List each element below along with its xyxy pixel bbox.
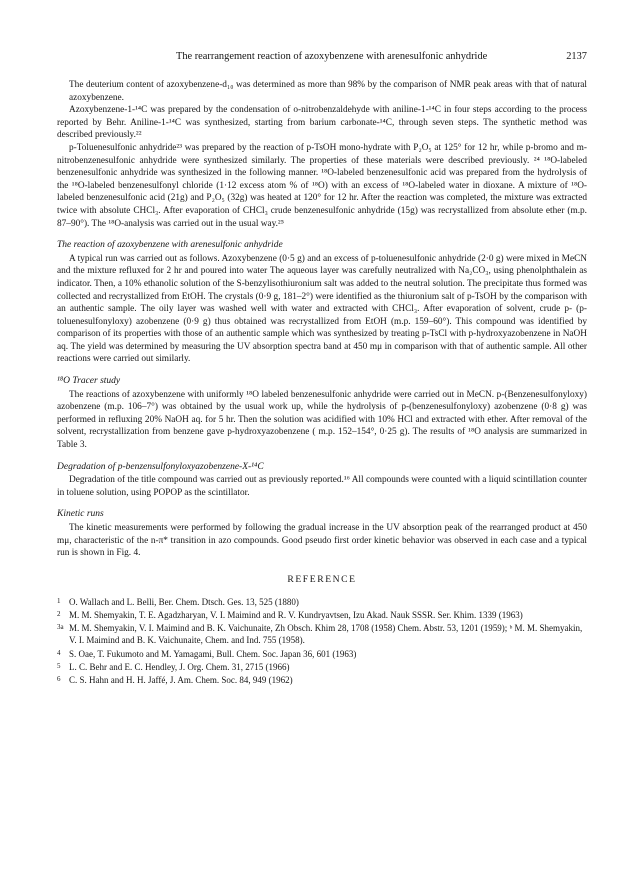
- reference-item: [57, 660, 587, 673]
- reference-number: 1: [57, 596, 61, 605]
- reference-item: [57, 608, 587, 621]
- reference-text: M. M. Shemyakin, V. I. Maimind and B. K. Vaichunaite, Zh Obsch. Khim 28, 1708 (1958) Chem. Abstr. 53, 1201 (1959); ᵇ M. M. Shemyakin, V. I. Maimind and B. K. Vaichunaite, Chem. and Ind. 755 (1958).: [69, 623, 583, 646]
- reference-item: [57, 595, 587, 608]
- reference-item: [57, 647, 587, 660]
- reference-number: 6: [57, 675, 61, 683]
- section: [57, 375, 587, 452]
- journal-page: [57, 50, 587, 686]
- section-heading: Kinetic runs: [57, 509, 104, 520]
- section: [57, 239, 587, 366]
- page-number: 2137: [566, 51, 587, 62]
- intro-paragraph: Azoxybenzene-1-¹⁴C was prepared by the condensation of o-nitrobenzaldehyde with aniline-1-¹⁴C in four steps according to the process reported by Behr. Aniline-1-¹⁴C was synthesized, starting from barium carbonate-¹⁴C, through seven steps. The synthetic method was described previously.²²: [57, 105, 587, 141]
- reference-text: S. Oae, T. Fukumoto and M. Yamagami, Bull. Chem. Soc. Japan 36, 601 (1963): [69, 648, 357, 659]
- reference-item: [57, 673, 587, 686]
- section: [57, 508, 587, 559]
- section-text: A typical run was carried out as follows. Azoxybenzene (0·5 g) and an excess of p-toluenesulfonic anhydride (2·0 g) were mixed in MeCN and the mixture refluxed for 2 hr and poured into water The aqueous layer was carefully neutralized with Na₂CO₃, using phenolphthalein as indicator. Then, a 10% ethanolic solution of the S-benzylisothiuronium salt was added to the neutral solution. The precipitate thus formed was collected and recrystallized from EtOH. The crystals (0·9 g, 181–2°) were identified as the thiuronium salt of p-TsOH by the comparison with an authentic sample. The oily layer was washed well with water and extracted with CHCl₃. After evaporation of solvent, crude p- (p-toluenesulfonyloxy) azobenzene (0·9 g) thus obtained was recrystallized from EtOH (m.p. 159–60°). This compound was identified by comparison of its properties with those of an authentic sample which was synthesized by treating p-TsCl with p-hydroxyazobenzene in NaOH aq. The yield was determined by measuring the UV absorption spectra band at 450 mμ in comparison with that of authentic sample. All other reactions were carried out similarly.: [57, 253, 587, 365]
- intro-paragraph: p-Toluenesulfonic anhydride²³ was prepared by the reaction of p-TsOH mono-hydrate with P₂O₅ at 125° for 12 hr, while p-bromo and m-nitrobenzenesulfonic anhydride were synthesized similarly. The properties of these materials were described previously. ²⁴ ¹⁸O-labeled benzenesulfonic anhydride was synthesized in the following manner. ¹⁸O-labeled benzenesulfonic acid was prepared from the hydrolysis of the ¹⁸O-labeled benzenesulfonyl chloride (1·12 excess atom % of ¹⁸O) with an excess of ¹⁸O-labeled water in dioxane. A mixture of ¹⁸O-labeled benzenesulfonic acid (21g) and P₂O₅ (32g) was heated at 120° for 12 hr. After the reaction was completed, the mixture was extracted twice with absolute CHCl₃. After evaporation of CHCl₃ crude benzenesulfonic anhydride (15g) was recrystallized from absolute ether (m.p. 87–90°). The ¹⁸O-analysis was carried out in the usual way.²⁵: [57, 142, 587, 229]
- section-text: Degradation of the title compound was carried out as previously reported.¹⁶ All compounds were counted with a liquid scintillation counter in toluene solution, using POPOP as the scintillator.: [57, 475, 587, 498]
- reference-text: O. Wallach and L. Belli, Ber. Chem. Dtsch. Ges. 13, 525 (1880): [69, 596, 299, 607]
- reference-text: M. M. Shemyakin, T. E. Agadzharyan, V. I. Maimind and R. V. Kundryavtsen, Izu Akad. Nauk SSSR. Ser. Khim. 1339 (1963): [69, 609, 523, 620]
- references-heading: REFERENCE: [287, 573, 357, 585]
- reference-number: 4: [57, 648, 61, 657]
- section-text: The kinetic measurements were performed by following the gradual increase in the UV absorption peak of the rearranged product at 450 mμ, characteristic of the n-π* transition in azo compounds. Good pseudo first order kinetic behavior was observed in each case and a typical run is shown in Fig. 4.: [57, 523, 587, 559]
- section: [57, 461, 587, 500]
- reference-number: 3a: [57, 623, 64, 632]
- intro-paragraph: The deuterium content of azoxybenzene-d₁₀ was determined as more than 98% by the comparison of NMR peak areas with that of natural azoxybenzene.: [69, 80, 587, 103]
- running-header: [57, 50, 587, 63]
- section-heading: ¹⁸O Tracer study: [57, 376, 121, 387]
- reference-list: [57, 595, 587, 686]
- reference-text: L. C. Behr and E. C. Hendley, J. Org. Chem. 31, 2715 (1966): [69, 661, 290, 672]
- reference-number: 5: [57, 661, 61, 670]
- section-heading: Degradation of p-benzensulfonyloxyazobenzene-X-¹⁴C: [57, 461, 264, 472]
- running-title: The rearrangement reaction of azoxybenzene with arenesulfonic anhydride: [175, 51, 488, 62]
- intro-block: [57, 79, 587, 230]
- reference-text: C. S. Hahn and H. H. Jaffé, J. Am. Chem. Soc. 84, 949 (1962): [69, 675, 293, 685]
- reference-number: 2: [57, 609, 61, 618]
- reference-item: [57, 621, 587, 646]
- section-heading: The reaction of azoxybenzene with arenesulfonic anhydride: [57, 240, 283, 251]
- section-text: The reactions of azoxybenzene with uniformly ¹⁸O labeled benzenesulfonic anhydride were carried out in MeCN. p-(Benzenesulfonyloxy) azobenzene (m.p. 106–7°) was obtained by the usual work up, while the hydrolysis of p-(benzenesulfonyloxy) azobenzene (0·8 g) was performed in refluxing 20% NaOH aq. for 5 hr. Then the solution was acidified with 10% HCl and extracted with ether. After removal of the solvent, recrystallization from benzene gave p-hydroxyazobenzene ( m.p. 152–154°, 0·25 g). The results of ¹⁸O analysis are summarized in Table 3.: [57, 389, 587, 451]
